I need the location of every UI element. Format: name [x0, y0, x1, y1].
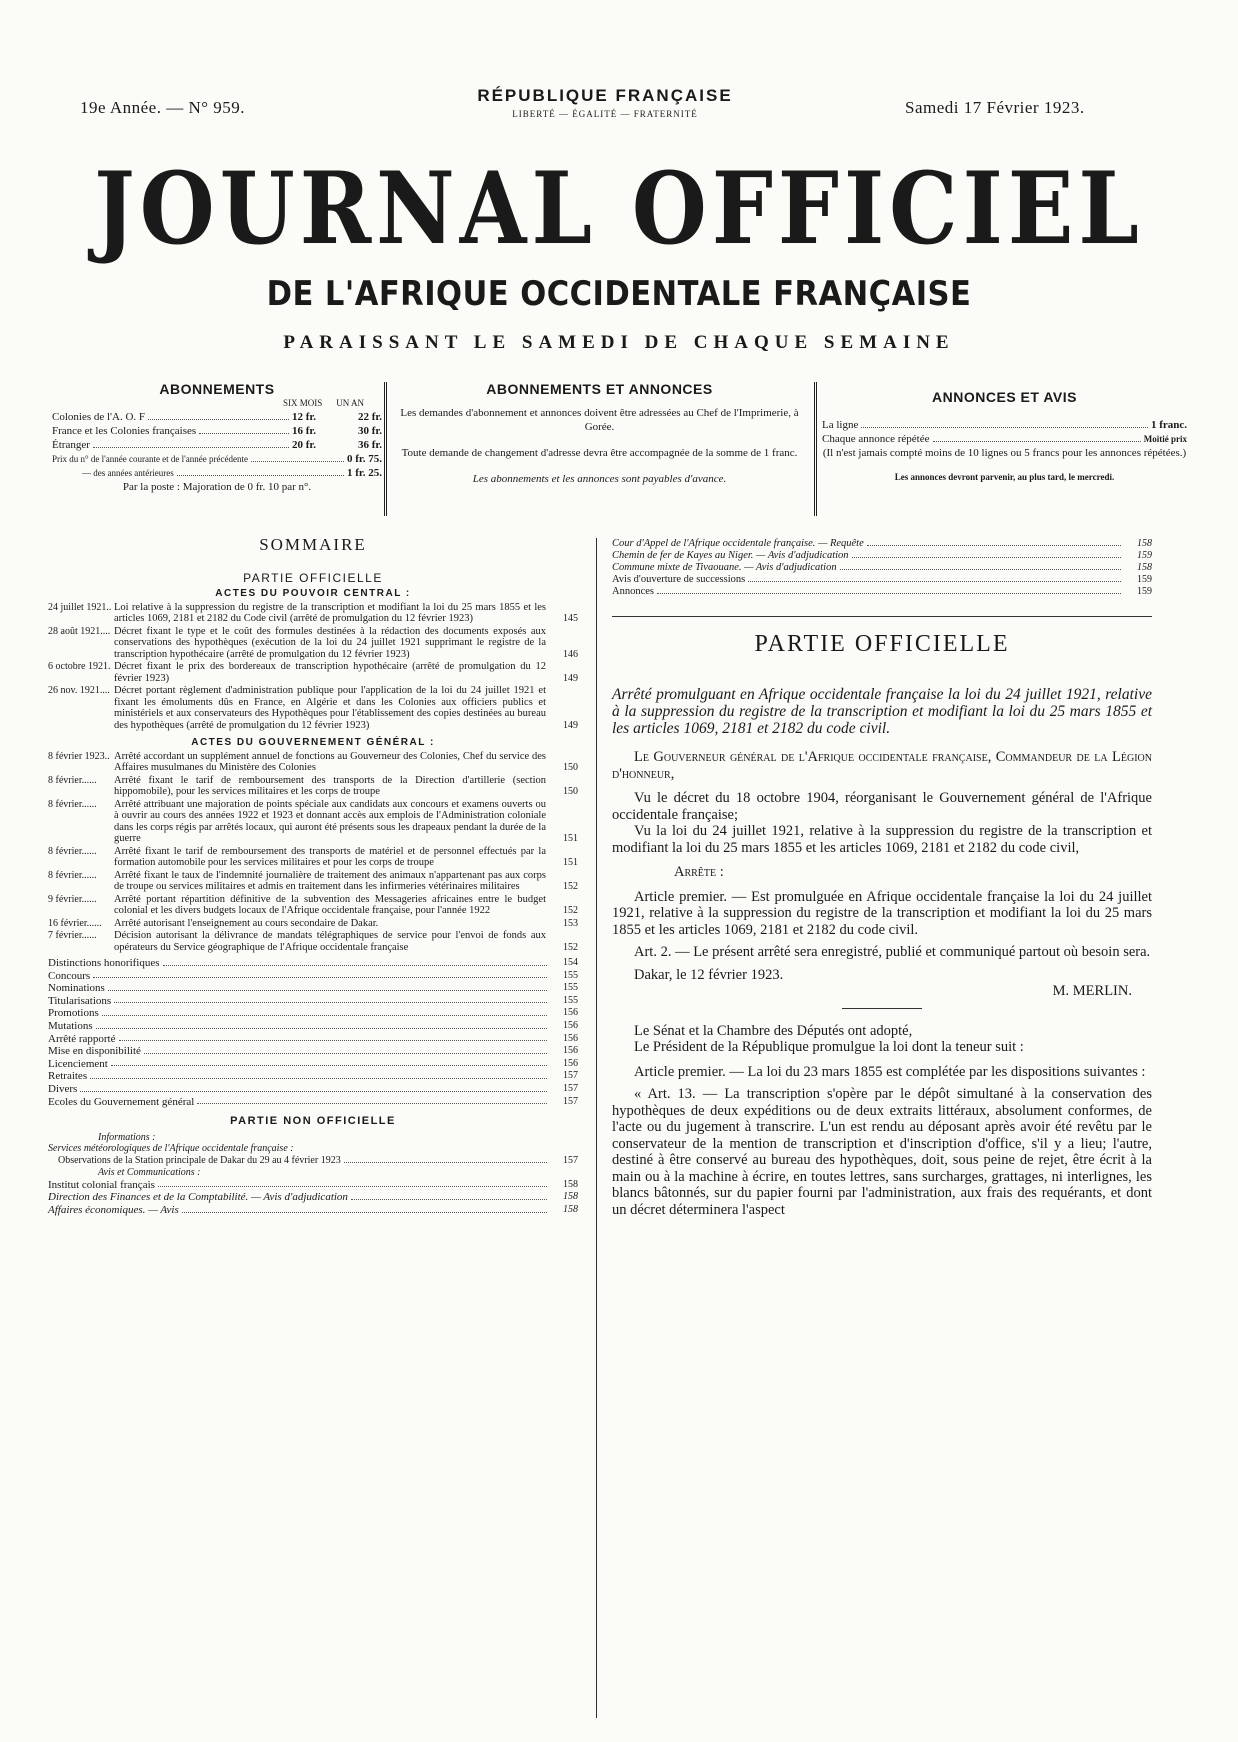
- box-divider: [384, 382, 387, 516]
- ligne-row: La ligne 1 franc.: [822, 419, 1187, 431]
- partie-non-officielle-heading: PARTIE NON OFFICIELLE: [230, 1115, 396, 1128]
- masthead-subtitle: DE L'AFRIQUE OCCIDENTALE FRANÇAISE: [266, 274, 972, 314]
- partie-officielle-heading: PARTIE OFFICIELLE: [243, 570, 383, 585]
- sommaire-entry[interactable]: 8 février...... Arrêté fixant le tarif de remboursement des transports de la Direction d'artillerie (section hippomobile), pour les services militaires et les corps de troupe 150: [48, 774, 578, 797]
- abo-annonces-p2: Toute demande de changement d'adresse devra être accompagnée de la somme de 1 franc.: [401, 447, 798, 459]
- list-item[interactable]: Affaires économiques. — Avis 158: [48, 1203, 578, 1216]
- abo-annonces-column: [392, 382, 807, 516]
- loi-article: Article premier. — La loi du 23 mars 1855 est complétée par les dispositions suivantes :: [634, 1063, 1146, 1080]
- abo-row: Colonies de l'A. O. F 12 fr. 22 fr.: [52, 411, 382, 423]
- list-item[interactable]: Direction des Finances et de la Comptabilité. — Avis d'adjudication 158: [48, 1191, 578, 1204]
- informations-label: Informations :: [98, 1131, 156, 1143]
- arrete-title: Arrêté promulguant en Afrique occidentale française la loi du 24 juillet 1921, relative à la suppression du registre de la transcription et modifiant la loi du 25 mars 1855 et les articles 1069, 2181 et 2182 du code civil.: [612, 686, 1152, 737]
- list-item[interactable]: Cour d'Appel de l'Afrique occidentale française. — Requête 158: [612, 538, 1152, 549]
- sommaire-entry[interactable]: 7 février...... Décision autorisant la délivrance de mandats télégraphiques de service pour l'envoi de fonds aux opérateurs du Service géographique de l'Afrique occidentale française 152: [48, 930, 578, 953]
- republic-name: RÉPUBLIQUE FRANÇAISE: [477, 86, 733, 105]
- section-rule: [612, 616, 1152, 617]
- dakar-date: Dakar, le 12 février 1923.: [634, 966, 784, 983]
- sommaire-entry[interactable]: 8 février...... Arrêté fixant le taux de l'indemnité journalière de traitement des animaux n'appartenant pas aux corps de troupe ou services militaires et admis en traitement dans les infirmeries vétérinaires militaires 152: [48, 869, 578, 892]
- abonnements-column: [52, 382, 382, 516]
- list-item[interactable]: Institut colonial français 158: [48, 1178, 578, 1191]
- list-item[interactable]: Concours 155: [48, 969, 578, 982]
- vu-paragraph: Vu le décret du 18 octobre 1904, réorganisant le Gouvernement général de l'Afrique occidentale française;: [612, 790, 1152, 823]
- arrete-label: Arrête :: [674, 864, 724, 880]
- sommaire-entry[interactable]: 28 août 1921.... Décret fixant le type et le coût des formules destinées à la rédaction des documents exposés aux conservations des hypothèques (exécution de la loi du 24 juillet 1921 supprimant le registre de la transcription hypothécaire (arrêté de promulgation du 12 février 1923) 146: [48, 625, 578, 660]
- masthead-title: JOURNAL OFFICIEL: [94, 150, 1144, 267]
- poste-note: Par la poste : Majoration de 0 fr. 10 par n°.: [122, 481, 312, 493]
- abonnements-title: ABONNEMENTS: [159, 381, 275, 397]
- sommaire-entry[interactable]: 6 octobre 1921. Décret fixant le prix des bordereaux de transcription hypothécaire (arrêté de promulgation du 12 février 1923) 149: [48, 661, 578, 684]
- list-item[interactable]: Arrêté rapporté 156: [48, 1032, 578, 1045]
- vu-paragraph: Vu la loi du 24 juillet 1921, relative à la suppression du registre de la transcription et modifiant la loi du 25 mars 1855 et les articles 1069, 2181 et 2182 du code civil,: [612, 823, 1152, 856]
- annonces-note: (Il n'est jamais compté moins de 10 lignes ou 5 francs pour les annonces répétées.): [822, 447, 1187, 459]
- list-item[interactable]: Divers 157: [48, 1082, 578, 1095]
- abo-row: France et les Colonies françaises 16 fr. 30 fr.: [52, 425, 382, 437]
- article-paragraph: Article premier. — Est promulguée en Afrique occidentale française la loi du 24 juillet 1921, relative à la suppression du registre de la transcription et modifiant la loi du 25 mars 1855 et les articles 1069, 2181 et 2182 du code civil.: [612, 888, 1152, 938]
- sommaire-entry[interactable]: 16 février...... Arrêté autorisant l'enseignement au cours secondaire de Dakar. 153: [48, 917, 578, 929]
- box-divider: [814, 382, 817, 516]
- abo-annonces-p3: Les abonnements et les annonces sont payables d'avance.: [472, 473, 727, 485]
- article-paragraph: Art. 2. — Le présent arrêté sera enregistré, publié et communiqué partout où besoin sera.: [634, 944, 1151, 960]
- sommaire-entry[interactable]: 24 juillet 1921.. Loi relative à la suppression du registre de la transcription et modifiant la loi du 25 mars 1855 et les articles 1069, 2181 et 2182 du Code civil (arrêté de promulgation du 12 février 1923) 145: [48, 601, 578, 624]
- issue-date: Samedi 17 Février 1923.: [905, 98, 1085, 117]
- article-body: [612, 749, 1152, 1218]
- prix-row: — des années antérieures 1 fr. 25.: [82, 467, 382, 479]
- prix-row: Prix du n° de l'année courante et de l'année précédente 0 fr. 75.: [52, 453, 382, 465]
- sommaire-column: [48, 535, 578, 1715]
- sommaire-continued: [612, 538, 1152, 598]
- year-issue: 19e Année. — N° 959.: [80, 98, 246, 117]
- actes-gouv-heading: ACTES DU GOUVERNEMENT GÉNÉRAL :: [191, 737, 435, 748]
- col-six-mois: SIX MOIS: [282, 398, 323, 408]
- abo-row: Étranger 20 fr. 36 fr.: [52, 439, 382, 451]
- avis-comm-label: Avis et Communications :: [98, 1167, 201, 1179]
- masthead-tagline: PARAISSANT LE SAMEDI DE CHAQUE SEMAINE: [283, 332, 955, 353]
- short-rule: [842, 1008, 922, 1009]
- list-item[interactable]: Mise en disponibilité 156: [48, 1045, 578, 1058]
- annonces-avis-column: [822, 382, 1187, 516]
- article-column: [612, 538, 1152, 1718]
- actes-central-heading: ACTES DU POUVOIR CENTRAL :: [215, 588, 411, 599]
- list-item[interactable]: Avis d'ouverture de successions 159: [612, 574, 1152, 585]
- misc-list: [48, 957, 578, 1108]
- list-item[interactable]: Observations de la Station principale de Dakar du 29 au 4 février 1923 157: [58, 1154, 578, 1166]
- repetee-row: Chaque annonce répétée Moitié prix: [822, 433, 1187, 445]
- list-item[interactable]: Ecoles du Gouvernement général 157: [48, 1095, 578, 1108]
- sommaire-entry[interactable]: 9 février...... Arrêté portant répartition définitive de la subvention des Messageries africaines entre le budget colonial et les divers budgets locaux de l'Afrique occidentale française, pour l'année 1922 152: [48, 893, 578, 916]
- sommaire-entry[interactable]: 8 février...... Arrêté attribuant une majoration de points spéciale aux candidats aux concours et examens ouverts ou à ouvrir au cours des années 1922 et 1923 et donnant accès aux emplois de l'Administration coloniale dans les corps régis par arrêtés locaux, qui auront été présents sous les drapeaux pendant la durée de la guerre 151: [48, 798, 578, 844]
- list-item[interactable]: Annonces 159: [612, 586, 1152, 597]
- abo-annonces-title: ABONNEMENTS ET ANNONCES: [486, 381, 713, 397]
- list-item[interactable]: Licenciement 156: [48, 1057, 578, 1070]
- signature: M. MERLIN.: [1052, 983, 1132, 999]
- list-item[interactable]: Promotions 156: [48, 1007, 578, 1020]
- column-divider: [596, 538, 597, 1718]
- article-13: « Art. 13. — La transcription s'opère par le dépôt simultané à la conservation des hypothèques de deux expéditions ou de deux extraits littéraux, absolument conformes, de l'acte ou du jugement à transcrire. L'un est rendu au déposant après avoir été revêtu par le conservateur de la mention de transcription et d'inscription d'office, s'il y a lieu; l'autre, destiné à être conservé au bureau des hypothèques, doit, sous peine de rejet, être écrit à la main ou à la machine à écrire, en toutes lettres, sans surcharges, grattages, ni interlignes, les blancs bâtonnés, sur du papier fourni par l'administration, aux frais des requérants, et dont un décret déterminera l'aspect: [612, 1086, 1152, 1218]
- top-line: [0, 84, 1238, 124]
- abonnements-col-headers: [52, 396, 382, 410]
- republic-motto: LIBERTÉ — ÉGALITÉ — FRATERNITÉ: [512, 109, 698, 119]
- senat-line: Le Sénat et la Chambre des Députés ont adopté,: [634, 1022, 913, 1039]
- list-item[interactable]: Distinctions honorifiques 154: [48, 957, 578, 969]
- subscription-box: [52, 382, 1187, 516]
- partie-officielle-title: PARTIE OFFICIELLE: [754, 631, 1010, 657]
- list-item[interactable]: Chemin de fer de Kayes au Niger. — Avis d'adjudication 159: [612, 550, 1152, 561]
- list-item[interactable]: Commune mixte de Tivaouane. — Avis d'adjudication 158: [612, 562, 1152, 573]
- list-item[interactable]: Mutations 156: [48, 1019, 578, 1032]
- sommaire-entry[interactable]: 8 février...... Arrêté fixant le tarif de remboursement des transports de matériel et de personnel effectués par la formation automobile pour les services militaires et pour les corps de troupe 151: [48, 845, 578, 868]
- meteo-label: Services météorologiques de l'Afrique occidentale française :: [48, 1143, 294, 1155]
- abo-annonces-p1: Les demandes d'abonnement et annonces doivent être adressées au Chef de l'Imprimerie, à Gorée.: [400, 407, 799, 433]
- annonces-deadline: Les annonces devront parvenir, au plus tard, le mercredi.: [894, 472, 1115, 482]
- sommaire-title: SOMMAIRE: [259, 535, 367, 554]
- annonces-avis-title: ANNONCES ET AVIS: [932, 389, 1077, 405]
- list-item[interactable]: Retraites 157: [48, 1070, 578, 1083]
- sommaire-entry[interactable]: 26 nov. 1921.... Décret portant règlement d'administration publique pour l'application de la loi du 24 juillet 1921 et fixant les émoluments dûs en France, en Algérie et dans les Colonies aux officiers publics et ministériels et aux conservateurs des Hypothèques pour l'établissement des copies destinées au bureau des hypothèques (arrêté de promulgation du 12 février 1923) 149: [48, 685, 578, 731]
- list-item[interactable]: Nominations 155: [48, 982, 578, 995]
- president-line: Le Président de la République promulgue la loi dont la teneur suit :: [634, 1039, 1024, 1055]
- col-un-an: UN AN: [336, 398, 364, 408]
- gouverneur-line: Le Gouverneur général de l'Afrique occidentale française, Commandeur de la Légion d'honneur,: [612, 749, 1152, 782]
- sommaire-entry[interactable]: 8 février 1923.. Arrêté accordant un supplément annuel de fonctions au Gouverneur des Colonies, Chef du service des Affaires musulmanes du Ministère des Colonies 150: [48, 750, 578, 773]
- list-item[interactable]: Titularisations 155: [48, 994, 578, 1007]
- republic-block: [430, 86, 780, 119]
